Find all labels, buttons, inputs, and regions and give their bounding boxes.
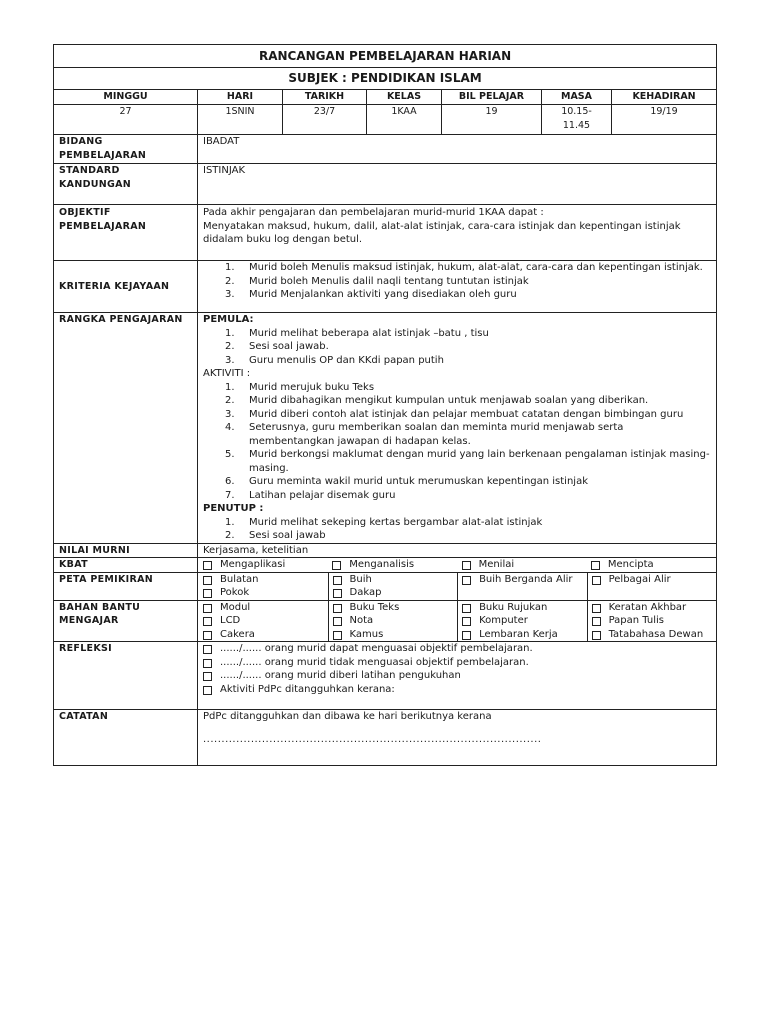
page-title: RANCANGAN PEMBELAJARAN HARIAN [54, 45, 717, 68]
checkbox[interactable] [333, 631, 342, 640]
checkbox[interactable] [591, 561, 600, 570]
bidang-value: IBADAT [198, 135, 717, 164]
refleksi-label: REFLEKSI [54, 642, 198, 710]
checkbox[interactable] [203, 659, 212, 668]
catatan-content [198, 710, 717, 766]
checkbox[interactable] [462, 561, 471, 570]
header-tarikh: TARIKH [283, 90, 367, 105]
objektif-value: Pada akhir pengajaran dan pembelajaran murid-murid 1KAA dapat : Menyatakan maksud, hukum, dalil, alat-alat istinjak, cara-cara istinjak dan kepentingan istinjak didalam buku log dengan betul. [198, 205, 717, 261]
list-item: 7. Latihan pelajar disemak guru [225, 489, 396, 501]
kbat-label: KBAT [54, 558, 198, 573]
checkbox[interactable] [332, 561, 341, 570]
objektif-label: OBJEKTIF PEMBELAJARAN [54, 205, 198, 261]
peta-options: Bulatan Pokok Buih Dakap Buih Berganda Alir Pelbagai Alir [198, 572, 717, 600]
subject-title: SUBJEK : PENDIDIKAN ISLAM [54, 68, 717, 90]
list-item: 1. Murid merujuk buku Teks [225, 381, 375, 393]
checkbox[interactable] [333, 617, 342, 626]
list-item: 2. Sesi soal jawab [225, 530, 326, 541]
bahan-options: Modul LCD Cakera Buku Teks Nota Kamus Buku Rujukan Komputer Lembaran Kerja Keratan Akhbar Papan Tulis Tatabahasa Dewan [198, 600, 717, 642]
value-hari: 1SNIN [198, 105, 283, 135]
kriteria-label: KRITERIA KEJAYAAN [54, 261, 198, 313]
header-bil-pelajar: BIL PELAJAR [442, 90, 542, 105]
standard-label: STANDARD KANDUNGAN [54, 164, 198, 205]
lesson-plan-table [53, 44, 717, 766]
value-minggu: 27 [54, 105, 198, 135]
kbat-options: Mengaplikasi Menganalisis Menilai Mencipta [198, 558, 717, 573]
list-item: 3. Murid diberi contoh alat istinjak dan pelajar membuat catatan dengan bimbingan guru [225, 408, 684, 420]
checkbox[interactable] [203, 561, 212, 570]
list-item: 2. Murid dibahagikan mengikut kumpulan untuk menjawab soalan yang diberikan. [225, 395, 649, 406]
aktiviti-heading: AKTIVITI : [203, 368, 251, 379]
list-item: 6. Guru meminta wakil murid untuk merumuskan kepentingan istinjak [225, 476, 588, 487]
value-tarikh: 23/7 [283, 105, 367, 135]
bidang-label: BIDANG PEMBELAJARAN [54, 135, 198, 164]
checkbox[interactable] [333, 604, 342, 613]
catatan-dotted-line[interactable]: ............................................................................................ [203, 733, 542, 745]
refleksi-options: ....../...... orang murid dapat menguasai objektif pembelajaran. ....../...... orang murid tidak menguasai objektif pembelajaran. ....../...... orang murid diberi latihan pengukuhan Aktiviti PdPc ditangguhkan kerana: [198, 642, 717, 710]
checkbox[interactable] [462, 631, 471, 640]
penutup-heading: PENUTUP : [203, 503, 264, 514]
catatan-label: CATATAN [54, 710, 198, 766]
list-item: 3. Murid Menjalankan aktiviti yang disediakan oleh guru [225, 289, 517, 300]
checkbox[interactable] [592, 631, 601, 640]
checkbox[interactable] [203, 645, 212, 654]
checkbox[interactable] [203, 672, 212, 681]
list-item: 3. Guru menulis OP dan KKdi papan putih [225, 354, 444, 366]
header-row [54, 90, 717, 105]
checkbox[interactable] [333, 576, 342, 585]
value-kelas: 1KAA [367, 105, 442, 135]
list-item: 5. Murid berkongsi maklumat dengan murid yang lain berkenaan pengalaman istinjak masing-masing. [225, 449, 710, 474]
nilai-value: Kerjasama, ketelitian [198, 543, 717, 558]
list-item: 2. Sesi soal jawab. [225, 341, 329, 352]
list-item: 1. Murid boleh Menulis maksud istinjak, hukum, alat-alat, cara-cara dan kepentingan istinjak. [225, 262, 703, 273]
value-row [54, 105, 717, 135]
checkbox[interactable] [203, 631, 212, 640]
checkbox[interactable] [462, 617, 471, 626]
header-kelas: KELAS [367, 90, 442, 105]
checkbox[interactable] [462, 604, 471, 613]
rangka-content [198, 313, 717, 544]
checkbox[interactable] [592, 617, 601, 626]
checkbox[interactable] [592, 576, 601, 585]
checkbox[interactable] [203, 576, 212, 585]
checkbox[interactable] [203, 589, 212, 598]
bahan-label: BAHAN BANTU MENGAJAR [54, 600, 198, 642]
pemula-heading: PEMULA: [203, 314, 254, 325]
kriteria-list [198, 261, 717, 313]
checkbox[interactable] [203, 604, 212, 613]
checkbox[interactable] [203, 617, 212, 626]
list-item: 1. Murid melihat beberapa alat istinjak –batu , tisu [225, 327, 489, 339]
rangka-label: RANGKA PENGAJARAN [54, 313, 198, 544]
header-masa: MASA [542, 90, 612, 105]
list-item: 4. Seterusnya, guru memberikan soalan dan meminta murid menjawab serta membentangkan jawapan di hadapan kelas. [225, 422, 624, 447]
list-item: 2. Murid boleh Menulis dalil naqli tentang tuntutan istinjak [225, 275, 529, 287]
list-item: 1. Murid melihat sekeping kertas bergambar alat-alat istinjak [225, 516, 543, 528]
value-kehadiran: 19/19 [612, 105, 717, 135]
value-masa: 10.15- 11.45 [542, 105, 612, 135]
checkbox[interactable] [462, 576, 471, 585]
standard-value: ISTINJAK [198, 164, 717, 205]
header-kehadiran: KEHADIRAN [612, 90, 717, 105]
header-hari: HARI [198, 90, 283, 105]
header-minggu: MINGGU [54, 90, 198, 105]
catatan-text: PdPc ditangguhkan dan dibawa ke hari berikutnya kerana [203, 711, 492, 722]
checkbox[interactable] [592, 604, 601, 613]
checkbox[interactable] [203, 686, 212, 695]
lesson-plan-form [53, 44, 716, 766]
nilai-label: NILAI MURNI [54, 543, 198, 558]
value-bil-pelajar: 19 [442, 105, 542, 135]
checkbox[interactable] [333, 589, 342, 598]
peta-label: PETA PEMIKIRAN [54, 572, 198, 600]
